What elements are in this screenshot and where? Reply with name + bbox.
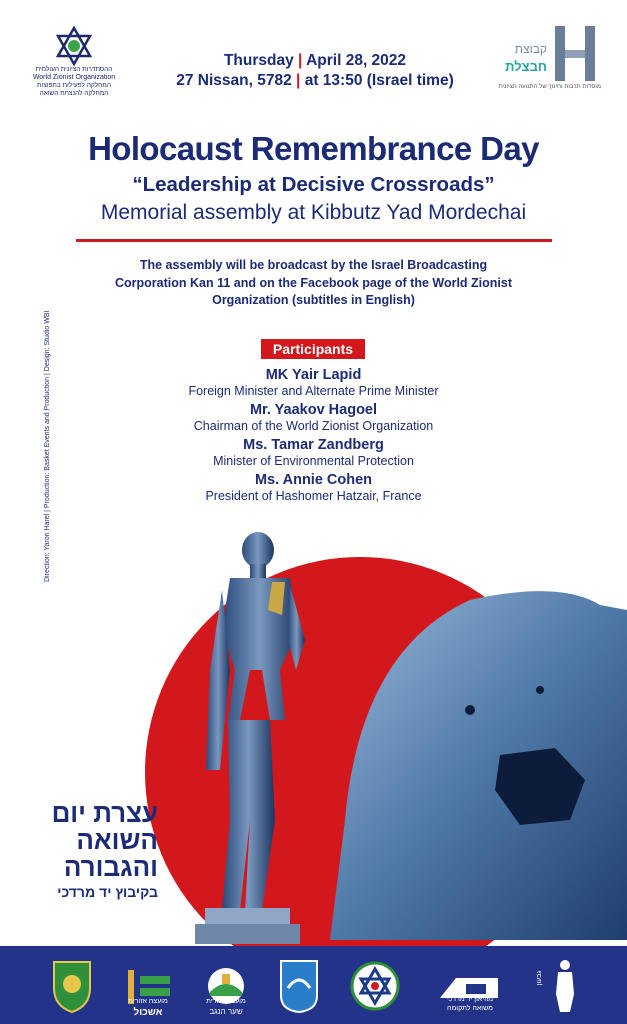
participant xyxy=(0,402,627,434)
participant xyxy=(0,437,627,469)
logo-tagline: מוסדות תרבות וחינוך של התנועה הציונית xyxy=(498,84,601,90)
wzo-logo xyxy=(20,26,128,98)
divider xyxy=(76,239,552,242)
star-emblem-icon xyxy=(350,958,400,1014)
date-line-1 xyxy=(140,52,490,70)
havatzelet-logo xyxy=(498,26,601,96)
date-separator: | xyxy=(298,52,303,69)
eshkol-wheat-icon xyxy=(120,958,176,1014)
production-credits: Direction: Yaron Harel | Production: Basket Events and Production | Design: Studio WBI xyxy=(44,310,51,582)
participant-role: President of Hashomer Hatzair, France xyxy=(205,489,422,503)
participant-name: MK Yair Lapid xyxy=(265,367,362,383)
broadcast-note: The assembly will be broadcast by the Israel Broadcasting Corporation Kan 11 and on the Facebook page of the World Zionist Organization (subtitles in English) xyxy=(114,258,512,307)
participant-name: Mr. Yaakov Hagoel xyxy=(249,402,378,418)
wzo-line-english: World Zionist Organization xyxy=(32,74,116,81)
shaar-hanegev-icon xyxy=(204,958,248,1014)
givon-caption: גבעון xyxy=(536,970,543,986)
hebrew-date: 27 Nissan, 5782 xyxy=(176,72,292,89)
eshkol-caption-2: אשכול xyxy=(133,1007,163,1018)
event-day: Thursday xyxy=(223,52,294,69)
hebrew-location: בקיבוץ יד מרדכי xyxy=(57,884,158,900)
time-separator: | xyxy=(296,72,301,89)
hebrew-title-line-2: השואה xyxy=(76,825,158,855)
page-title: Holocaust Remembrance Day xyxy=(88,130,539,167)
shaar-hanegev-caption-2: שער הנגב xyxy=(209,1007,243,1016)
logo-name-1: קבוצת xyxy=(514,42,547,56)
logo-name-2: חבצלת xyxy=(505,59,547,74)
wzo-line-hebrew-3: המחלקה להנצחת השואה xyxy=(39,90,109,97)
event-location: Memorial assembly at Kibbutz Yad Mordechai xyxy=(100,201,527,224)
shaar-hanegev-caption-1: מועצה אזורית xyxy=(206,998,246,1005)
h-mark-icon xyxy=(555,26,595,81)
museum-caption-1: מוזיאון יד מרדכי xyxy=(446,996,494,1003)
sponsors-footer xyxy=(0,946,627,1024)
date-line-2 xyxy=(140,72,490,90)
ashkelon-emblem-icon xyxy=(278,958,320,1014)
event-date: April 28, 2022 xyxy=(306,52,407,69)
hebrew-title xyxy=(28,800,158,881)
wzo-line-hebrew-1: ההסתדרות הציונית העולמית xyxy=(35,66,113,73)
star-of-david-icon xyxy=(54,26,94,66)
participants-list xyxy=(0,367,627,507)
hebrew-title-line-3: והגבורה xyxy=(63,852,158,882)
wzo-line-hebrew-2: המחלקה לפעילות בתפוצות xyxy=(37,82,111,89)
event-theme: “Leadership at Decisive Crossroads” xyxy=(132,173,495,196)
event-time: at 13:50 (Israel time) xyxy=(304,72,454,89)
participant-name: Ms. Tamar Zandberg xyxy=(243,437,384,453)
eshkol-caption-1: מועצה אזורית xyxy=(128,998,168,1005)
participant xyxy=(0,367,627,399)
participants-label: Participants xyxy=(261,339,365,359)
participant-role: Chairman of the World Zionist Organization xyxy=(193,419,434,433)
participant-name: Ms. Annie Cohen xyxy=(254,472,373,488)
shield-emblem-icon xyxy=(50,958,94,1014)
museum-caption-2: משואה לתקומה xyxy=(447,1005,493,1012)
hebrew-title-line-1: עצרת יום xyxy=(51,798,158,828)
participant-role: Minister of Environmental Protection xyxy=(213,454,414,468)
statue-silhouette-icon xyxy=(552,958,578,1014)
participant xyxy=(0,472,627,504)
participant-role: Foreign Minister and Alternate Prime Minister xyxy=(188,384,439,398)
